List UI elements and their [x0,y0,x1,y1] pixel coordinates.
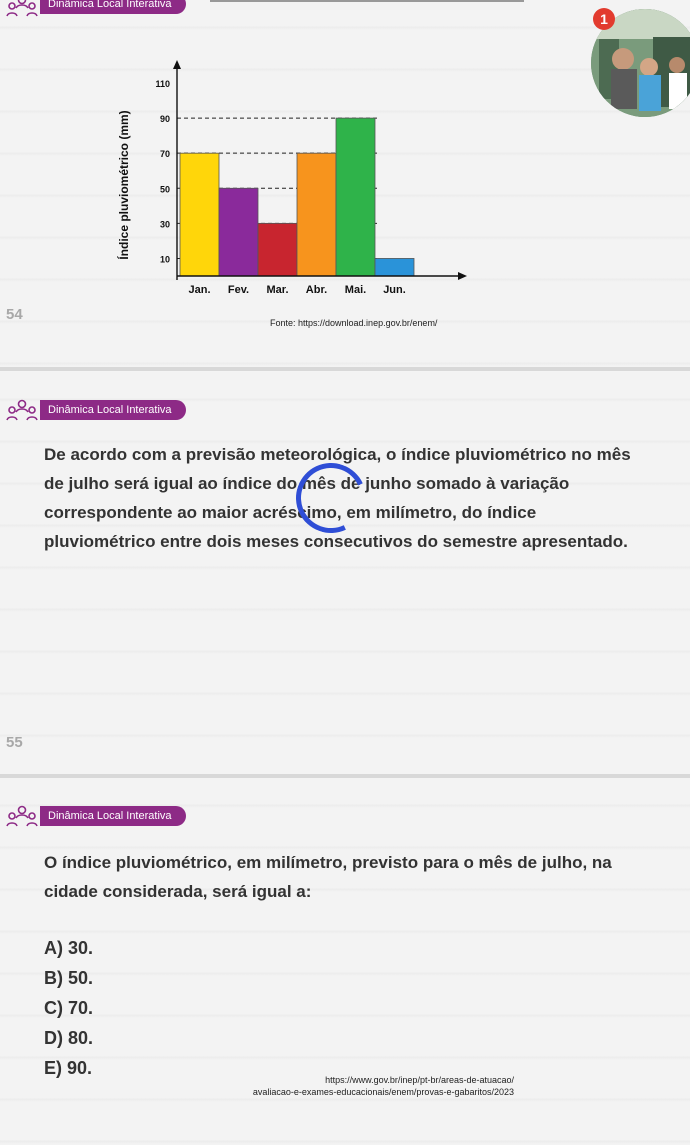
bar-abr [297,153,336,276]
x-tick-label: Mar. [266,284,289,296]
x-axis-arrow-icon [458,272,467,280]
x-tick-label: Fev. [227,284,250,296]
y-axis-arrow-icon [173,60,181,69]
y-tick-label: 110 [155,79,170,89]
bar-mar [258,223,297,276]
x-tick-label: Jan. [188,284,211,296]
slide-56 [0,778,690,1145]
option-e[interactable]: E) 90. [44,1058,93,1078]
page-number: 54 [6,306,23,323]
section-tag: Dinâmica Local Interativa [40,400,186,420]
problem-paragraph: De acordo com a previsão meteorológica, o índice pluviométrico no mês de julho será igual ao índice do mês de junho somado à variação correspondente ao maior acréscimo, em milímetro, do índice pluviométrico entre dois meses consecutivos do semestre apresentado. [44,445,631,551]
notification-badge[interactable]: 1 [593,8,615,30]
option-b[interactable]: B) 50. [44,968,94,988]
option-c[interactable]: C) 70. [44,998,94,1018]
section-tag: Dinâmica Local Interativa [40,806,186,826]
option-d[interactable]: D) 80. [44,1028,94,1048]
y-tick-label: 30 [159,219,170,230]
x-tick-label: Jun. [383,284,406,296]
bar-fev [219,188,258,276]
x-tick-labels [188,284,405,296]
header-line [210,0,524,2]
bar-jun [375,258,414,276]
y-tick-label: 90 [159,114,170,125]
chart-source: Fonte: https://download.inep.gov.br/enem/ [270,318,438,328]
group-people-icon [6,804,38,830]
page-number: 55 [6,734,23,751]
group-people-icon [6,0,38,20]
y-tick-label: 10 [159,254,170,265]
slide-divider [0,367,690,371]
x-tick-label: Mai. [344,284,367,296]
group-people-icon [6,398,38,424]
y-axis-label: Índice pluviométrico (mm) [117,110,131,260]
y-tick-label: 70 [159,149,170,160]
bar-mai [336,118,375,276]
slide-55 [0,372,690,774]
slide-54 [0,0,690,367]
rainfall-bar-chart [110,55,480,305]
section-tag: Dinâmica Local Interativa [40,0,186,14]
x-tick-label: Abr. [305,284,328,296]
y-tick-labels [155,79,170,264]
question-text: O índice pluviométrico, em milímetro, previsto para o mês de julho, na cidade considerada, será igual a: [44,853,612,901]
option-a[interactable]: A) 30. [44,938,94,958]
source-link-line-1[interactable]: https://www.gov.br/inep/pt-br/areas-de-atuacao/ [325,1075,514,1085]
y-tick-label: 50 [159,184,170,195]
bars [180,118,414,276]
bar-jan [180,153,219,276]
source-link-line-2[interactable]: avaliacao-e-exames-educacionais/enem/provas-e-gabaritos/2023 [252,1087,514,1097]
